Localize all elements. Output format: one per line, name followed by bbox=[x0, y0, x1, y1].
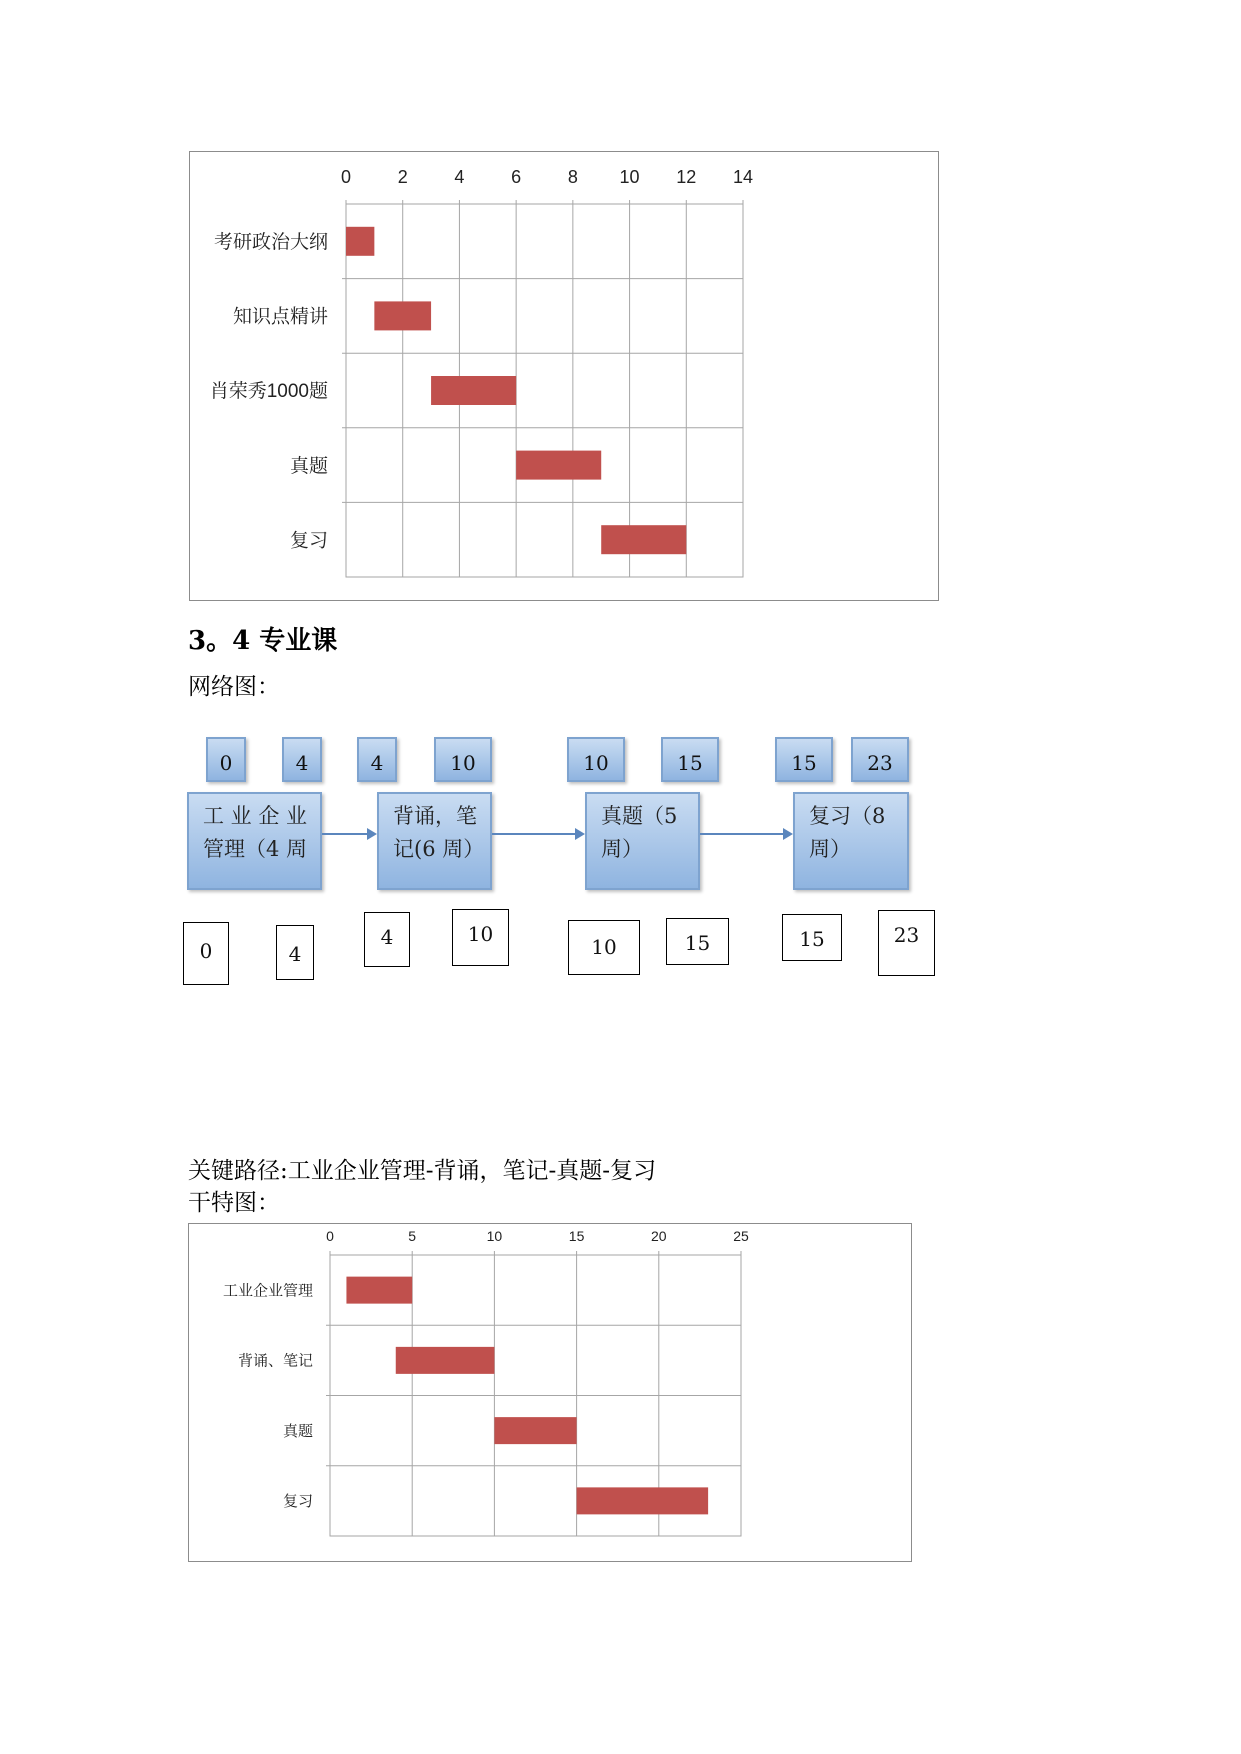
x-tick-label: 15 bbox=[568, 1228, 585, 1244]
arrow-2-3 bbox=[492, 833, 583, 835]
gantt-bar bbox=[431, 376, 516, 405]
x-tick-label: 25 bbox=[733, 1228, 749, 1244]
category-label: 真题 bbox=[282, 1422, 313, 1440]
x-tick-label: 0 bbox=[326, 1228, 334, 1244]
x-tick-label: 12 bbox=[676, 167, 697, 187]
gantt-chart-1 bbox=[189, 151, 939, 601]
node-3-late-finish: 15 bbox=[666, 918, 729, 965]
category-label: 考研政治大纲 bbox=[213, 231, 328, 253]
node-1-late-finish: 4 bbox=[276, 925, 314, 980]
category-label: 复习 bbox=[282, 1493, 313, 1511]
x-tick-label: 0 bbox=[340, 167, 352, 187]
category-label: 真题 bbox=[289, 455, 328, 477]
node-3-early-finish: 15 bbox=[661, 737, 719, 782]
x-tick-label: 8 bbox=[567, 167, 578, 187]
gantt-bar bbox=[346, 1277, 412, 1304]
gantt-label: 干特图： bbox=[188, 1190, 280, 1216]
node-3-late-start: 10 bbox=[568, 920, 640, 975]
node-2-early-start: 4 bbox=[357, 737, 397, 782]
network-node-4: 复习（8 周） bbox=[793, 792, 909, 890]
network-node-1: 工 业 企 业 管理（4 周 bbox=[187, 792, 322, 890]
node-1-early-finish: 4 bbox=[282, 737, 322, 782]
node-4-late-start: 15 bbox=[782, 914, 842, 961]
category-label: 复习 bbox=[289, 530, 328, 552]
node-1-early-start: 0 bbox=[206, 737, 246, 782]
node-1-late-start: 0 bbox=[183, 922, 229, 985]
gantt-chart-2 bbox=[188, 1223, 912, 1562]
node-2-early-finish: 10 bbox=[434, 737, 492, 782]
gantt-chart-1-svg bbox=[190, 152, 940, 602]
arrow-1-2 bbox=[322, 833, 375, 835]
gantt-bar bbox=[516, 451, 601, 480]
node-3-early-start: 10 bbox=[567, 737, 625, 782]
gantt-bar bbox=[374, 301, 431, 330]
gantt-bar bbox=[601, 525, 686, 554]
x-tick-label: 5 bbox=[408, 1228, 417, 1244]
x-tick-label: 20 bbox=[651, 1228, 667, 1244]
node-4-early-finish: 23 bbox=[851, 737, 909, 782]
category-label: 知识点精讲 bbox=[232, 306, 328, 328]
x-tick-label: 14 bbox=[732, 167, 754, 187]
gantt-bar bbox=[396, 1347, 495, 1374]
node-2-late-start: 4 bbox=[364, 912, 410, 967]
node-2-late-finish: 10 bbox=[452, 909, 509, 966]
arrow-3-4 bbox=[700, 833, 791, 835]
gantt-bar bbox=[577, 1487, 709, 1514]
gantt-chart-2-svg bbox=[189, 1224, 913, 1563]
gantt-bar bbox=[494, 1417, 576, 1444]
x-tick-label: 2 bbox=[397, 167, 408, 187]
critical-path-text: 关键路径:工业企业管理-背诵，笔记-真题-复习 bbox=[188, 1158, 657, 1184]
x-tick-label: 10 bbox=[619, 167, 640, 187]
x-tick-label: 4 bbox=[454, 167, 465, 187]
gantt-bar bbox=[346, 227, 374, 256]
node-4-late-finish: 23 bbox=[878, 910, 935, 976]
plot-area bbox=[346, 204, 743, 577]
network-node-2: 背诵，笔 记(6 周） bbox=[377, 792, 492, 890]
category-label: 背诵、笔记 bbox=[237, 1352, 313, 1370]
network-label: 网络图： bbox=[188, 674, 280, 700]
category-label: 肖荣秀1000题 bbox=[209, 381, 328, 403]
node-4-early-start: 15 bbox=[775, 737, 833, 782]
section-heading: 3。4 专业课 bbox=[188, 626, 338, 656]
x-tick-label: 6 bbox=[511, 167, 522, 187]
category-label: 工业企业管理 bbox=[222, 1282, 313, 1300]
network-node-3: 真题（5 周） bbox=[585, 792, 700, 890]
x-tick-label: 10 bbox=[486, 1228, 503, 1244]
